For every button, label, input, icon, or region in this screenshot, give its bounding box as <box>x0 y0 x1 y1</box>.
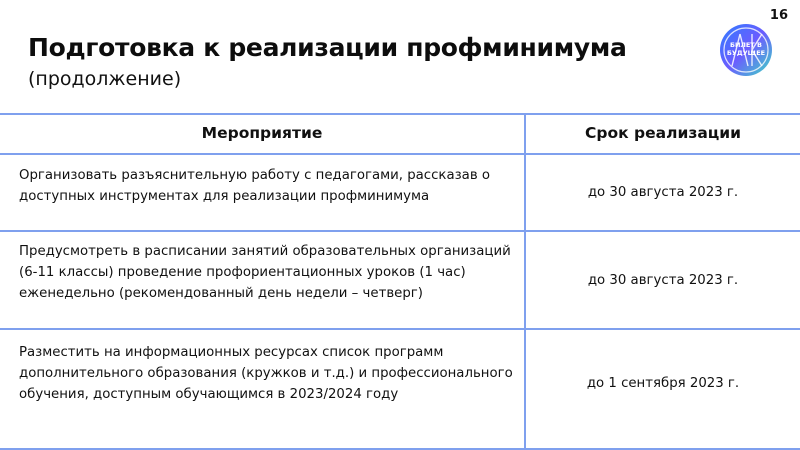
logo-text-line2: БУДУЩЕЕ <box>726 49 766 57</box>
page-number: 16 <box>769 8 788 23</box>
table-cell-event: Организовать разъяснительную работу с педагогами, рассказав о доступных инструментах для реализации профминимума <box>19 168 491 204</box>
bilet-v-budushchee-logo-icon <box>718 22 774 78</box>
column-header-deadline: Срок реализации <box>585 124 741 142</box>
table-cell-event: Предусмотреть в расписании занятий образовательных организаций (6-11 классы) проведение профориентационных уроков (1 час) еженедельно (рекомендованный день недели – четверг) <box>19 244 511 301</box>
table-cell-deadline: до 1 сентября 2023 г. <box>586 375 740 391</box>
column-header-event: Мероприятие <box>201 124 323 142</box>
logo-text-line1: БИЛЕТ В <box>730 41 762 49</box>
page-subtitle: (продолжение) <box>28 68 182 90</box>
table-cell-event: Разместить на информационных ресурсах список программ дополнительного образования (кружков и т.д.) и профессионального обучения, доступным обучающимся в 2023/2024 году <box>19 345 513 402</box>
page-title: Подготовка к реализации профминимума <box>28 33 627 62</box>
table-cell-deadline: до 30 августа 2023 г. <box>587 272 739 288</box>
table-cell-deadline: до 30 августа 2023 г. <box>587 185 739 200</box>
